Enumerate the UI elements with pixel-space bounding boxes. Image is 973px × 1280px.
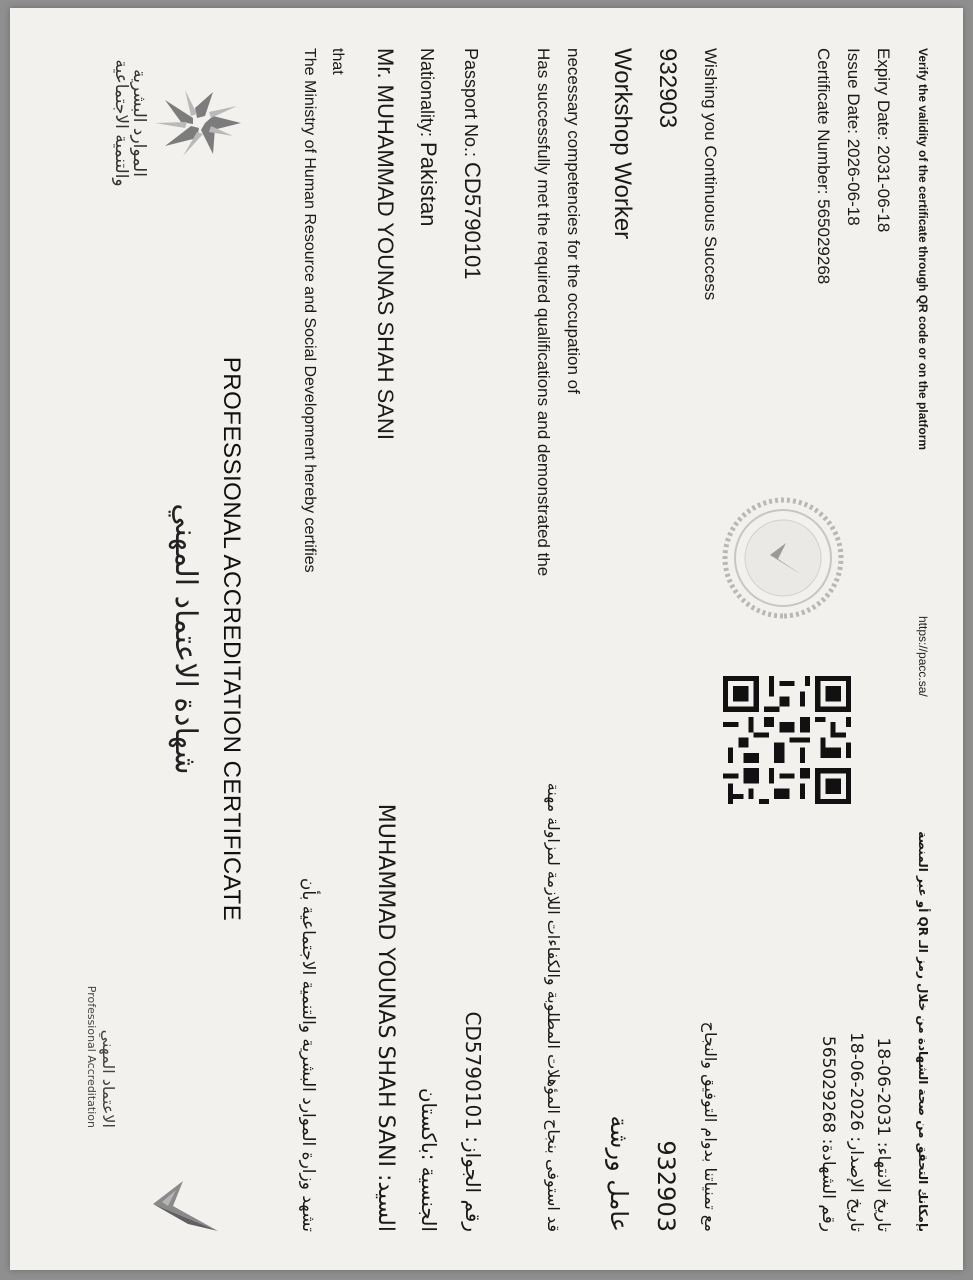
arabic-wishing: مع تمنياتنا بدوام التوفيق والنجاح xyxy=(701,1021,720,1232)
accreditation-logo-english: Professional Accreditation xyxy=(85,985,98,1128)
arabic-statement: قد استوفى بنجاح المؤهلات المطلوبة والكفاءات اللازمة لمزاولة مهنة xyxy=(544,782,563,1232)
accreditation-logo-arabic: الاعتماد المهني xyxy=(99,1029,118,1128)
english-certifies-line2: that xyxy=(329,48,346,75)
arabic-certifies: تشهد وزارة الموارد البشرية والتنمية الاجتماعية بأن xyxy=(298,877,318,1232)
arabic-holder-name: السيد: MUHAMMAD YOUNAS SHAH SANI xyxy=(373,803,398,1232)
arabic-passport: رقم الجواز: CD5790101 xyxy=(461,1011,485,1232)
passport-value: CD5790101 xyxy=(460,162,485,280)
english-certificate-number: Certificate Number: 565029268 xyxy=(814,48,833,285)
arabic-occupation: عامل ورشة xyxy=(605,1115,633,1232)
accreditation-logo xyxy=(78,985,228,1248)
arabic-certificate-number: رقم الشهادة: 565029268 xyxy=(818,1035,838,1232)
nationality-value: Pakistan xyxy=(416,142,441,227)
english-expiry-date: Expiry Date: 2031-06-18 xyxy=(874,48,893,233)
english-certifies-line1: The Ministry of Human Resource and Social Development hereby certifies xyxy=(301,48,318,573)
english-statement-line1: Has successfully met the required qualifications and demonstrated the xyxy=(534,48,553,577)
english-occupation-code: 932903 xyxy=(654,48,681,129)
english-statement-line2: necessary competencies for the occupation of xyxy=(564,48,583,394)
certificate-paper xyxy=(10,8,963,1270)
certificate xyxy=(10,8,963,1270)
english-occupation: Workshop Worker xyxy=(609,48,636,240)
arabic-verify-note: بإمكانك التحقق من صحة الشهادة من خلال رمز الـ QR أو عبر المنصة xyxy=(916,831,930,1232)
arabic-occupation-code: 932903 xyxy=(652,1140,680,1232)
arabic-expiry-date: تاريخ الانتهاء: 2031-06-18 xyxy=(873,1037,893,1232)
nationality-label: Nationality: xyxy=(417,48,437,143)
platform-link[interactable]: https://pacc.sa/ xyxy=(916,616,930,697)
english-holder-name: Mr. MUHAMMAD YOUNAS SHAH SANI xyxy=(373,48,398,440)
arabic-nationality: الجنسية :باكستان xyxy=(417,1087,441,1232)
verification-qr-code[interactable] xyxy=(723,676,851,804)
english-passport xyxy=(459,48,485,279)
official-seal-icon xyxy=(718,493,848,623)
english-verify-note: Verify the validity of the certificate through QR code or on the platform xyxy=(916,48,930,451)
english-wishing: Wishing you Continuous Success xyxy=(701,48,720,301)
title-arabic: شهادة الاعتماد المهني xyxy=(168,503,203,775)
arabic-issue-date: تاريخ الإصدار: 2026-06-18 xyxy=(846,1032,866,1232)
ministry-logo-text: الموارد البشرية والتنمية الاجتماعية xyxy=(111,59,149,187)
title-english: PROFESSIONAL ACCREDITATION CERTIFICATE xyxy=(218,356,245,922)
english-issue-date: Issue Date: 2026-06-18 xyxy=(844,48,863,226)
english-nationality xyxy=(415,48,441,226)
passport-label: Passport No.: xyxy=(461,48,481,163)
